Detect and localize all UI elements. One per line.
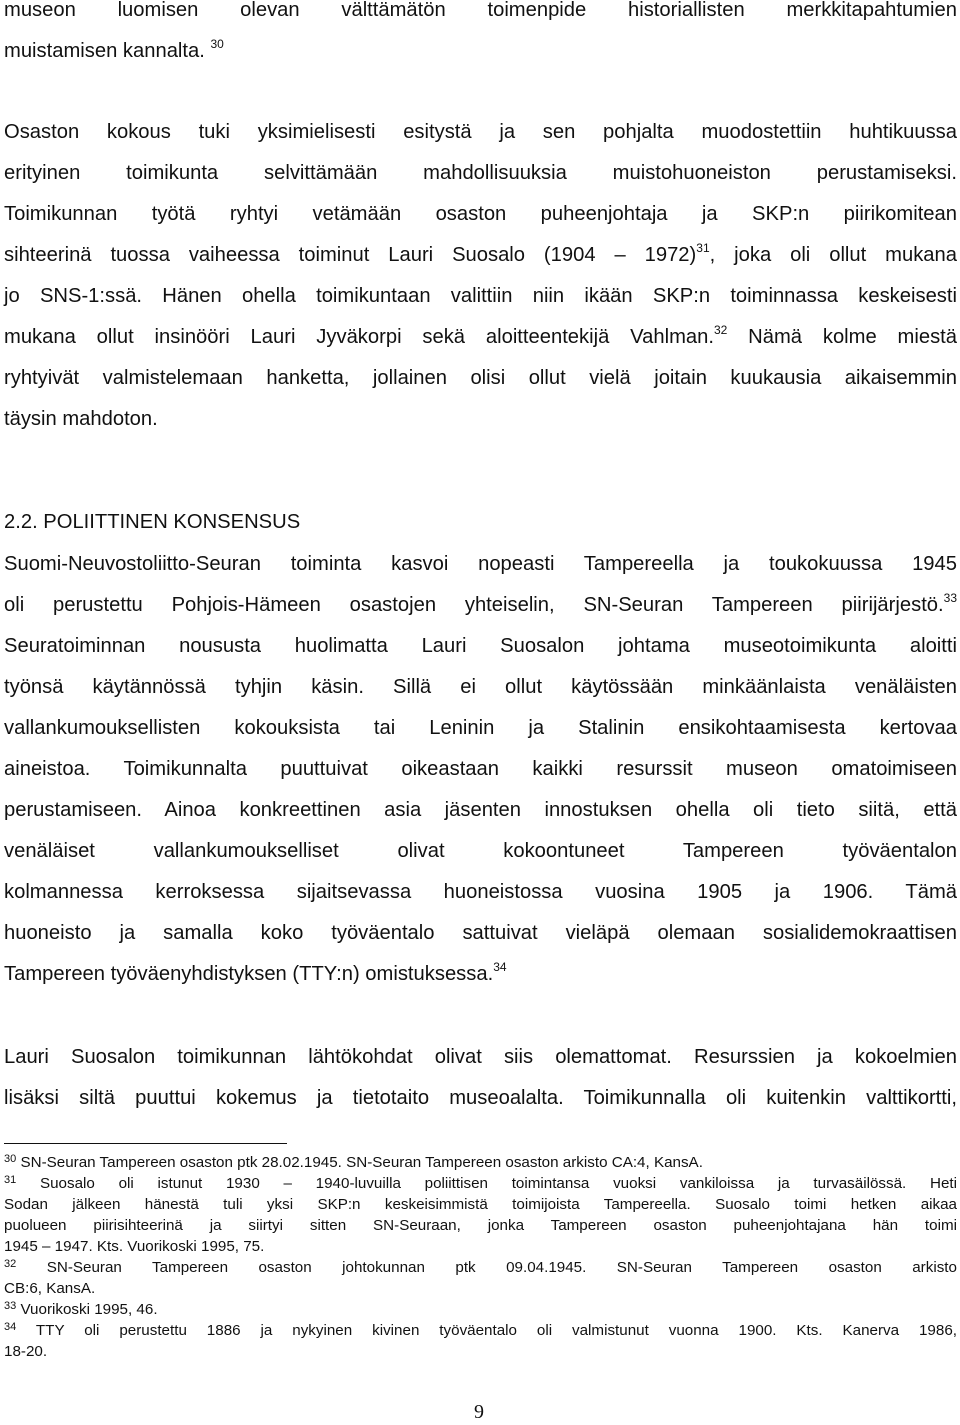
text-line: museon luomisen olevan välttämätön toimenpide historiallisten merkkitapahtumien bbox=[4, 0, 957, 21]
footnote-line: Sodan jälkeen hänestä tuli yksi SKP:n keskeisimmistä toimijoista Tampereella. Suosalo toimi hetken aikaa bbox=[4, 1196, 957, 1213]
footnote-line: puolueen piirisihteerinä ja siirtyi sitten SN-Seuraan, jonka Tampereen osaston puheenjohtajana hän toimi bbox=[4, 1217, 957, 1234]
footnote-30 bbox=[4, 1152, 957, 1173]
text-line: kolmannessa kerroksessa sijaitsevassa huoneistossa vuosina 1905 ja 1906. Tämä bbox=[4, 881, 957, 903]
footnote-line: $^{31}$ Suosalo oli istunut 1930 – 1940-luvuilla poliittisen toimintansa vuoksi vankiloissa ja turvasäilössä. Heti bbox=[4, 1174, 957, 1192]
footnotes bbox=[4, 1152, 957, 1362]
text-line: Tampereen työväenyhdistyksen (TTY:n) omistuksessa.$^{34}$ bbox=[4, 960, 507, 985]
text-line: täysin mahdoton. bbox=[4, 408, 158, 430]
text-line: perustamiseen. Ainoa konkreettinen asia jäsenten innostuksen ohella oli tieto siitä, että bbox=[4, 799, 957, 821]
footnote-number: 33 bbox=[4, 1300, 17, 1312]
text-line: ryhtyivät valmistelemaan hanketta, jollainen olisi ollut vielä joitain kuukausia aikaisemmin bbox=[4, 367, 957, 389]
footnote-ref[interactable]: 34 bbox=[493, 960, 507, 974]
footnote-ref[interactable]: 32 bbox=[713, 323, 728, 337]
text-line: jo SNS-1:ssä. Hänen ohella toimikuntaan valittiin niin ikään SKP:n toiminnassa keskeisesti bbox=[4, 285, 957, 307]
text-line: Suomi-Neuvostoliitto-Seuran toiminta kasvoi nopeasti Tampereella ja toukokuussa 1945 bbox=[4, 553, 957, 575]
footnote-number: 34 bbox=[4, 1321, 17, 1333]
footnote-ref[interactable]: 30 bbox=[210, 37, 224, 51]
footnote-number: 30 bbox=[4, 1153, 17, 1165]
footnote-32 bbox=[4, 1257, 957, 1299]
footnote-line: 18-20. bbox=[4, 1343, 48, 1360]
text-line: Seuratoiminnan noususta huolimatta Lauri Suosalon johtama museotoimikunta aloitti bbox=[4, 635, 957, 657]
text-line: lisäksi siltä puuttui kokemus ja tietotaito museoalalta. Toimikunnalla oli kuitenkin valttikortti, bbox=[4, 1087, 957, 1109]
footnote-ref[interactable]: 31 bbox=[696, 241, 710, 255]
text-line: muistamisen kannalta. $^{30}$ bbox=[4, 37, 224, 62]
paragraph-museum-committee bbox=[4, 112, 957, 440]
footnote-separator bbox=[4, 1143, 287, 1144]
footnote-31 bbox=[4, 1173, 957, 1257]
footnote-number: 32 bbox=[4, 1258, 17, 1270]
text-line: huoneisto ja samalla koko työväentalo sattuivat vieläpä olemaan sosialidemokraattisen bbox=[4, 922, 957, 944]
text-line: erityinen toimikunta selvittämään mahdollisuuksia muistohuoneiston perustamiseksi. bbox=[4, 162, 957, 184]
page-number: 9 bbox=[474, 1401, 484, 1423]
footnote-line: $^{30}$ SN-Seuran Tampereen osaston ptk 28.02.1945. SN-Seuran Tampereen osaston arkisto CA:4, KansA. bbox=[4, 1153, 703, 1171]
text-line: mukana ollut insinööri Lauri Jyväkorpi sekä aloitteentekijä Vahlman.$^{32}$ Nämä kolme miestä bbox=[4, 323, 958, 348]
paragraph-starting-points bbox=[4, 1037, 957, 1119]
footnote-line: $^{32}$ SN-Seuran Tampereen osaston johtokunnan ptk 09.04.1945. SN-Seuran Tampereen osaston arkisto bbox=[4, 1258, 957, 1276]
text-line: Osaston kokous tuki yksimielisesti esitystä ja sen pohjalta muodostettiin huhtikuussa bbox=[4, 121, 957, 143]
text-line: vallankumouksellisten kokouksista tai Leninin ja Stalinin ensikohtaamisesta kertovaa bbox=[4, 717, 957, 739]
paragraph-political-consensus bbox=[4, 544, 957, 995]
text-line: aineistoa. Toimikunnalta puuttuivat oikeastaan kaikki resurssit museon omatoimiseen bbox=[4, 758, 957, 780]
text-line: Lauri Suosalon toimikunnan lähtökohdat olivat siis olemattomat. Resurssien ja kokoelmien bbox=[4, 1046, 957, 1068]
footnote-ref[interactable]: 33 bbox=[943, 591, 957, 605]
footnote-33 bbox=[4, 1299, 957, 1320]
text-line: työnsä käytännössä tyhjin käsin. Sillä ei ollut käytössään minkäänlaista venäläisten bbox=[4, 676, 957, 698]
footnote-line: 1945 – 1947. Kts. Vuorikoski 1995, 75. bbox=[4, 1238, 265, 1255]
footnote-line: CB:6, KansA. bbox=[4, 1280, 96, 1297]
text-line: sihteerinä tuossa vaiheessa toiminut Lauri Suosalo (1904 – 1972)$^{31}$, joka oli ollut mukana bbox=[4, 241, 957, 266]
footnote-line: $^{34}$ TTY oli perustettu 1886 ja nykyinen kivinen työväentalo oli valmistunut vuonna 1900. Kts. Kanerva 1986, bbox=[4, 1321, 957, 1339]
paragraph-continuation bbox=[4, 0, 957, 72]
text-line: Toimikunnan työtä ryhtyi vetämään osaston puheenjohtaja ja SKP:n piirikomitean bbox=[4, 203, 957, 225]
text-line: oli perustettu Pohjois-Hämeen osastojen yhteiselin, SN-Seuran Tampereen piirijärjestö.$^{33}$ bbox=[4, 591, 957, 616]
footnote-34 bbox=[4, 1320, 957, 1362]
footnote-number: 31 bbox=[4, 1174, 17, 1186]
text-line: venäläiset vallankumoukselliset olivat kokoontuneet Tampereen työväentalon bbox=[4, 840, 957, 862]
footnote-line: $^{33}$ Vuorikoski 1995, 46. bbox=[4, 1300, 158, 1318]
section-heading: 2.2. POLIITTINEN KONSENSUS bbox=[4, 511, 301, 533]
